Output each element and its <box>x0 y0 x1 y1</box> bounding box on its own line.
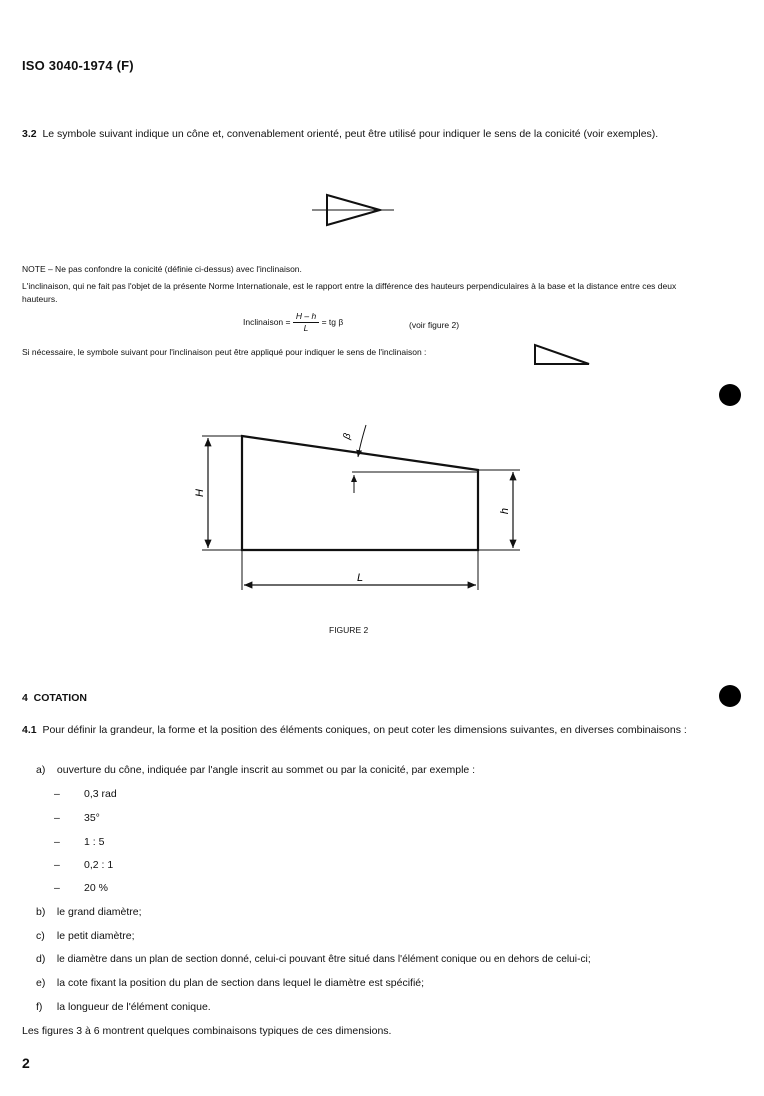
item-label: b) <box>36 906 46 918</box>
label-beta: β <box>341 432 354 441</box>
item-label: e) <box>36 977 46 989</box>
dash: – <box>54 882 60 894</box>
example-item <box>54 834 104 850</box>
closing-paragraph: Les figures 3 à 6 montrent quelques combinaisons typiques de ces dimensions. <box>22 1025 392 1037</box>
example-value: 20 % <box>84 882 108 894</box>
label-L: L <box>356 572 364 584</box>
list-item-c <box>36 928 135 944</box>
inclination-symbol <box>533 343 593 367</box>
item-label: d) <box>36 953 46 965</box>
list-item-e <box>36 975 424 991</box>
list-item-d <box>36 951 696 968</box>
inclination-formula <box>243 311 343 334</box>
page-number: 2 <box>22 1055 30 1071</box>
label-H: H <box>194 489 206 497</box>
example-value: 0,3 rad <box>84 788 117 800</box>
list-item-a <box>36 762 475 778</box>
example-item <box>54 880 108 896</box>
item-label: f) <box>36 1001 43 1013</box>
item-text: le diamètre dans un plan de section donné, celui-ci pouvant être situé dans l'élément conique ou en dehors de celui-ci; <box>56 954 591 965</box>
list-item-f <box>36 999 211 1015</box>
example-item <box>54 786 117 802</box>
slope-trapezoid <box>242 436 478 550</box>
dash: – <box>54 788 60 800</box>
formula-fraction <box>293 311 319 334</box>
section-4-heading: 4 COTATION <box>22 692 87 704</box>
document-header: ISO 3040-1974 (F) <box>22 58 134 73</box>
item-label: a) <box>36 764 46 776</box>
cone-symbol <box>312 192 398 228</box>
formula-label: Inclinaison = <box>243 316 291 327</box>
inclination-triangle <box>535 345 589 364</box>
label-h: h <box>499 507 511 515</box>
margin-dot <box>719 685 741 707</box>
dash: – <box>54 812 60 824</box>
item-text: le grand diamètre; <box>56 906 142 918</box>
section-text: Pour définir la grandeur, la forme et la position des éléments coniques, on peut coter les dimensions suivantes, en diverses combinaisons : <box>42 724 687 736</box>
item-label: c) <box>36 930 45 942</box>
item-text: la longueur de l'élément conique. <box>56 1001 211 1013</box>
section-4-1-paragraph <box>22 722 694 738</box>
formula-denominator: L <box>303 323 309 333</box>
item-text: ouverture du cône, indiquée par l'angle inscrit au sommet ou par la conicité, par exemple : <box>56 764 476 776</box>
example-item <box>54 810 100 826</box>
formula-numerator: H – h <box>293 311 319 323</box>
example-value: 35° <box>84 812 100 824</box>
note-line-2: L'inclinaison, qui ne fait pas l'objet de la présente Norme Internationale, est le rapport entre la différence des hauteurs perpendiculaires à la base et la distance entre ces deux hauteurs. <box>22 281 677 304</box>
dash: – <box>54 836 60 848</box>
section-text: Le symbole suivant indique un cône et, convenablement orienté, peut être utilisé pour indiquer le sens de la conicité (voir exemples). <box>42 128 659 140</box>
figure-2-caption: FIGURE 2 <box>329 625 369 635</box>
section-number: 4.1 <box>22 724 37 736</box>
margin-dot <box>719 384 741 406</box>
example-item <box>54 857 113 873</box>
dash: – <box>54 859 60 871</box>
example-value: 0,2 : 1 <box>84 859 114 871</box>
note-line-1: NOTE – Ne pas confondre la conicité (définie ci-dessus) avec l'inclinaison. <box>22 264 302 274</box>
list-item-b <box>36 904 142 920</box>
section-3-2-paragraph <box>22 126 694 142</box>
item-text: le petit diamètre; <box>56 930 135 942</box>
item-text: la cote fixant la position du plan de section dans lequel le diamètre est spécifié; <box>56 977 425 989</box>
example-value: 1 : 5 <box>84 836 105 848</box>
note-line-3: Si nécessaire, le symbole suivant pour l'inclinaison peut être appliqué pour indiquer le sens de l'inclinaison : <box>22 347 427 357</box>
formula-reference: (voir figure 2) <box>409 320 460 330</box>
formula-rhs: = tg β <box>321 316 344 327</box>
figure-2-diagram <box>190 415 530 600</box>
section-number: 3.2 <box>22 128 37 140</box>
